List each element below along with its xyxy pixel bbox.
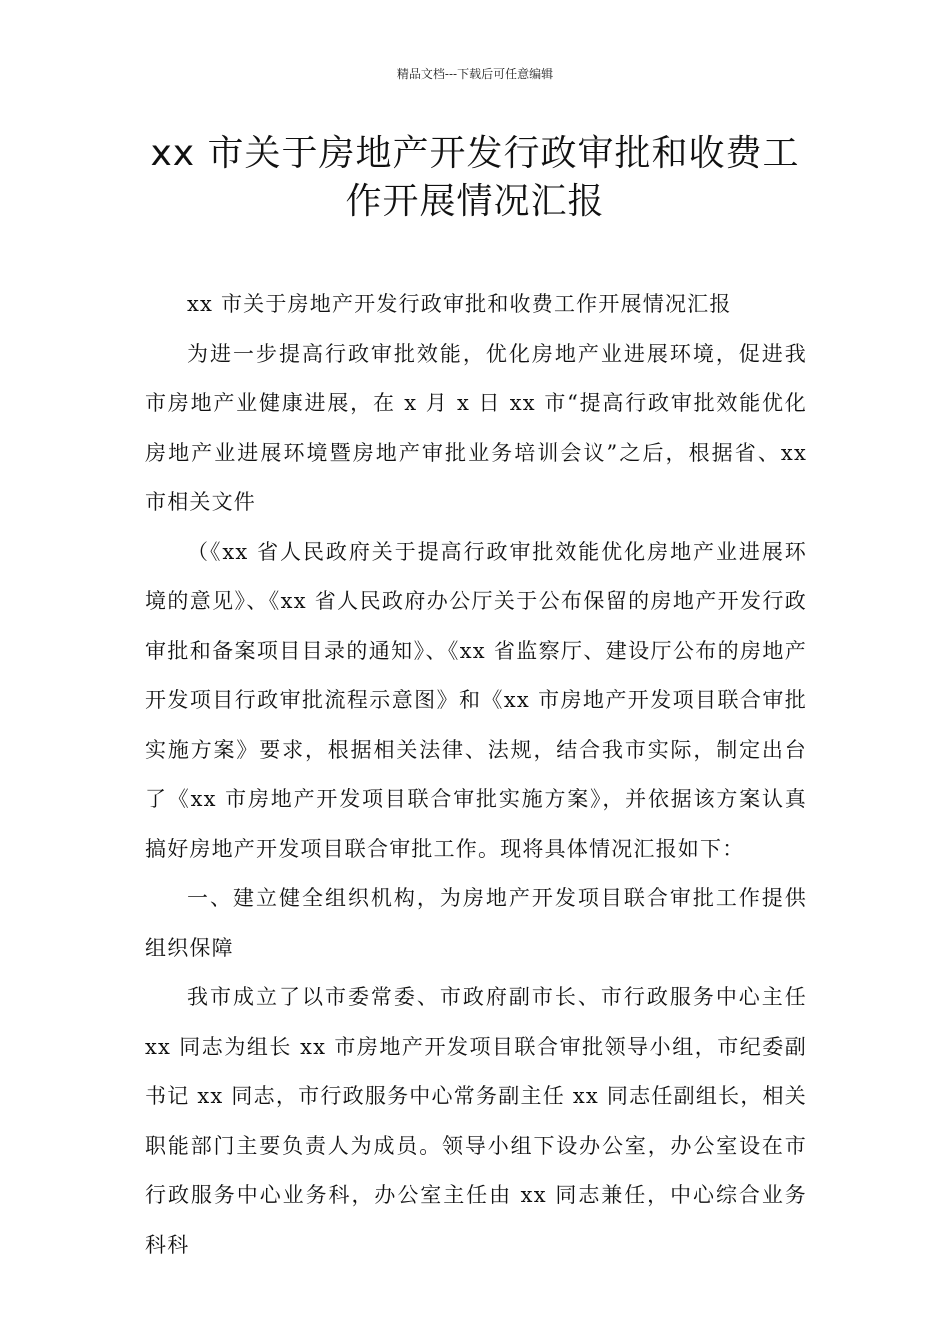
section-heading: 一、建立健全组织机构，为房地产开发项目联合审批工作提供组织保障 xyxy=(145,886,807,960)
body-paragraph: 为进一步提高行政审批效能，优化房地产业进展环境，促进我市房地产业健康进展，在 x 月 x 日 xx 市“提高行政审批效能优化房地产业进展环境暨房地产审批业务培训会议”之后，根据省、xx 市相关文件 xyxy=(145,341,807,514)
document-body xyxy=(145,280,807,1270)
body-paragraph: 我市成立了以市委常委、市政府副市长、市行政服务中心主任 xx 同志为组长 xx 市房地产开发项目联合审批领导小组，市纪委副书记 xx 同志，市行政服务中心常务副主任 xx 同志任副组长，相关职能部门主要负责人为成员。领导小组下设办公室，办公室设在市行政服务中心业务科，办公室主任由 xx 同志兼任，中心综合业务科科 xyxy=(145,985,807,1257)
header-note: 精品文档---下载后可任意编辑 xyxy=(396,67,554,81)
body-paragraph: xx 市关于房地产开发行政审批和收费工作开展情况汇报 xyxy=(187,292,732,316)
body-paragraph: （《xx 省人民政府关于提高行政审批效能优化房地产业进展环境的意见》、《xx 省人民政府办公厅关于公布保留的房地产开发行政审批和备案项目目录的通知》、《xx 省监察厅、建设厅公布的房地产开发项目行政审批流程示意图》和《xx 市房地产开发项目联合审批实施方案》要求，根据相关法律、法规，结合我市实际，制定出台了《xx 市房地产开发项目联合审批实施方案》，并依据该方案认真搞好房地产开发项目联合审批工作。现将具体情况汇报如下： xyxy=(145,539,807,861)
document-title: xx 市关于房地产开发行政审批和收费工作开展情况汇报 xyxy=(150,133,800,222)
